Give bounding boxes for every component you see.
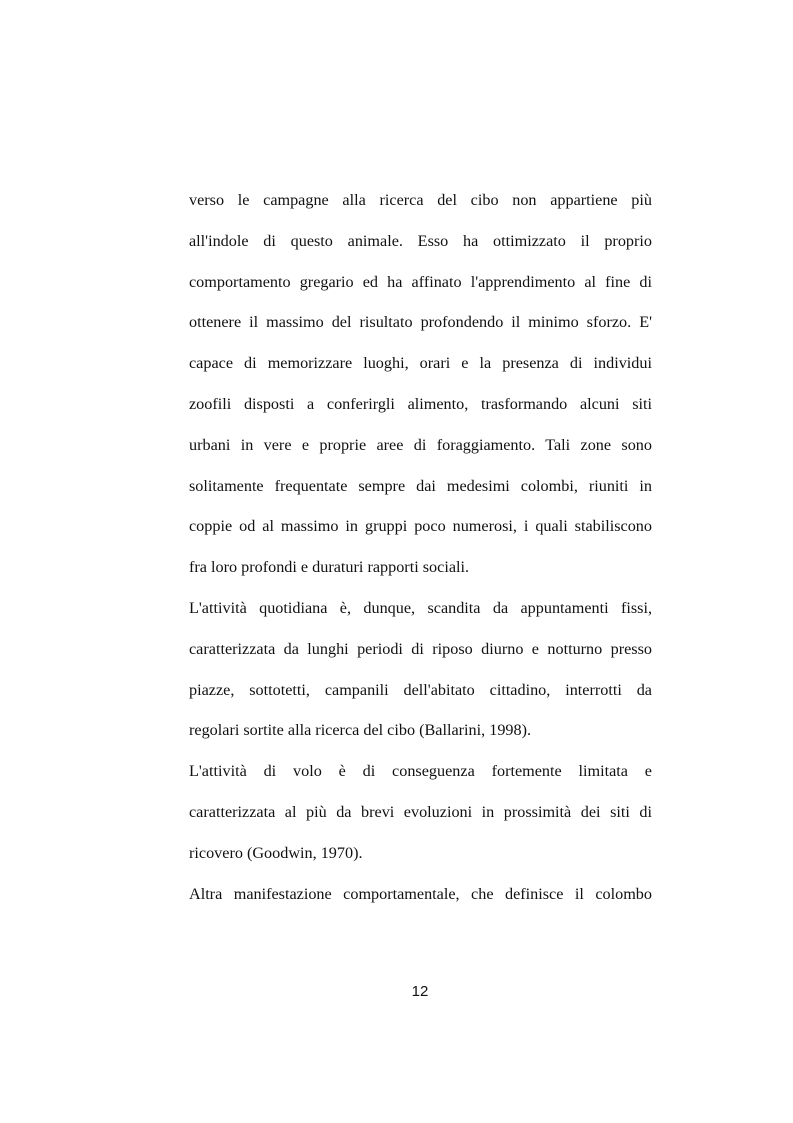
page-number: 12 bbox=[411, 983, 429, 1000]
paragraph bbox=[189, 756, 652, 878]
text-line: caratterizzata al più da brevi evoluzioni in prossimità dei siti di bbox=[189, 802, 652, 821]
text-line: capace di memorizzare luoghi, orari e la presenza di individui bbox=[189, 354, 652, 373]
text-line: fra loro profondi e duraturi rapporti sociali. bbox=[189, 558, 470, 577]
body-text bbox=[189, 185, 652, 919]
text-line: Altra manifestazione comportamentale, che definisce il colombo bbox=[189, 884, 652, 903]
text-line: solitamente frequentate sempre dai medesimi colombi, riuniti in bbox=[189, 476, 652, 495]
text-line: zoofili disposti a conferirgli alimento, trasformando alcuni siti bbox=[189, 394, 652, 413]
text-line: caratterizzata da lunghi periodi di riposo diurno e notturno presso bbox=[189, 639, 652, 658]
paragraph bbox=[189, 879, 652, 920]
text-line: coppie od al massimo in gruppi poco numerosi, i quali stabiliscono bbox=[189, 517, 652, 536]
text-line: verso le campagne alla ricerca del cibo non appartiene più bbox=[189, 191, 652, 209]
text-line: comportamento gregario ed ha affinato l'apprendimento al fine di bbox=[189, 272, 652, 291]
text-line: regolari sortite alla ricerca del cibo (Ballarini, 1998). bbox=[189, 721, 532, 740]
text-line: L'attività quotidiana è, dunque, scandita da appuntamenti fissi, bbox=[189, 598, 652, 617]
paragraph bbox=[189, 593, 652, 756]
text-line: piazze, sottotetti, campanili dell'abitato cittadino, interrotti da bbox=[189, 680, 652, 699]
paragraph bbox=[189, 185, 652, 593]
text-line: L'attività di volo è di conseguenza fortemente limitata e bbox=[189, 762, 652, 781]
text-line: urbani in vere e proprie aree di foraggiamento. Tali zone sono bbox=[189, 435, 652, 454]
text-line: ottenere il massimo del risultato profondendo il minimo sforzo. E' bbox=[189, 313, 652, 332]
text-line: all'indole di questo animale. Esso ha ottimizzato il proprio bbox=[189, 231, 652, 250]
text-line: ricovero (Goodwin, 1970). bbox=[189, 843, 363, 862]
